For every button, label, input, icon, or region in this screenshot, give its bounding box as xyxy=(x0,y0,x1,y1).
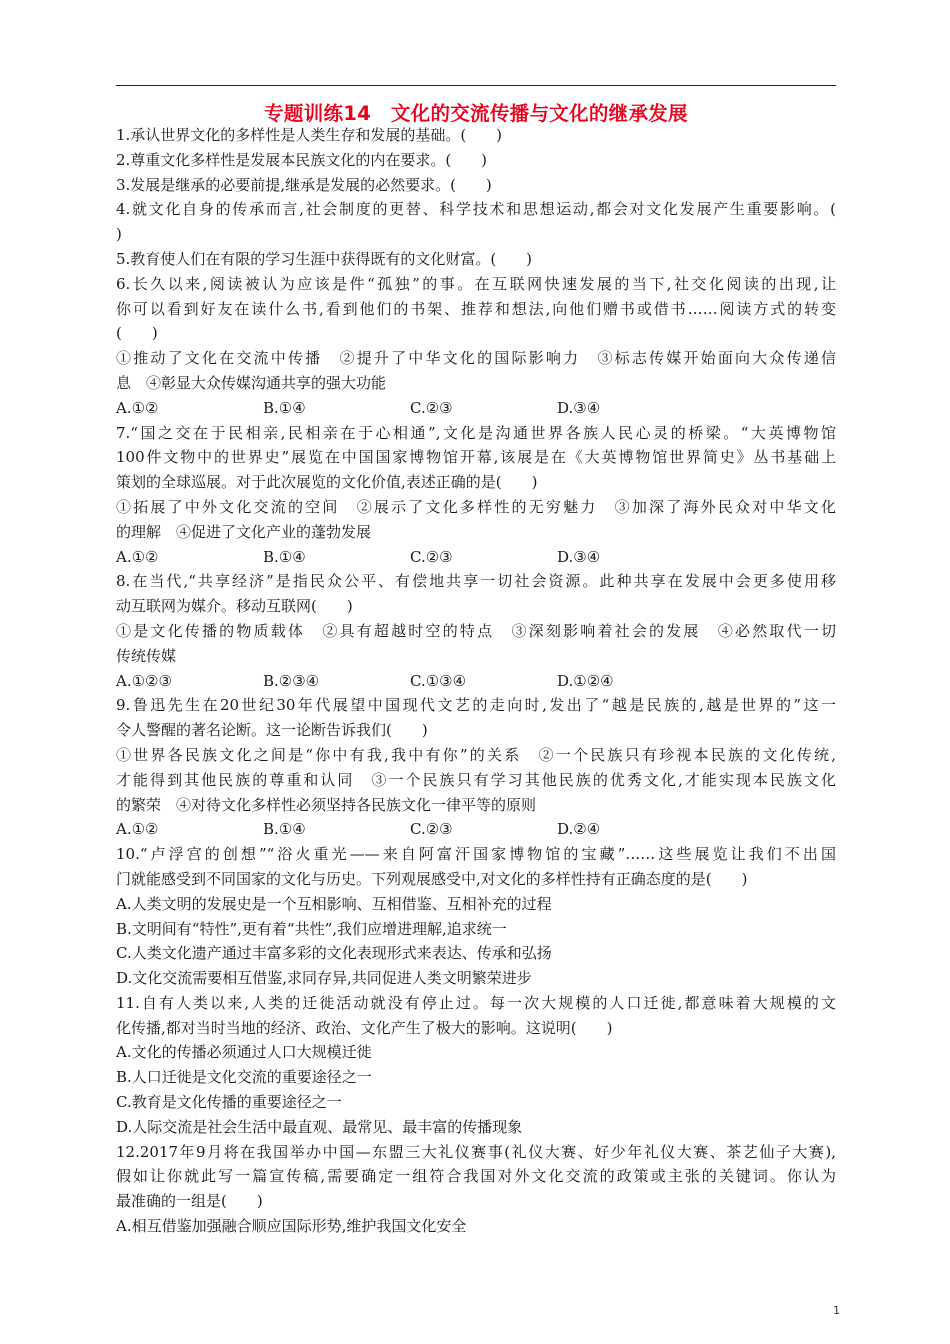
question-3: 3.发展是继承的必要前提,继承是发展的必然要求。( ) xyxy=(116,175,492,194)
question-2: 2.尊重文化多样性是发展本民族文化的内在要求。( ) xyxy=(116,150,488,169)
option-a: A.①② xyxy=(116,820,159,839)
option-d: D.②④ xyxy=(557,820,601,839)
question-8-line-2: 动互联网为媒介。移动互联网( ) xyxy=(116,597,353,616)
option-a: A.①②③ xyxy=(116,671,172,690)
question-9-line-1: 9.鲁迅先生在20世纪30年代展望中国现代文艺的走向时,发出了“越是民族的,越是世界的”这一 xyxy=(116,696,836,715)
question-8-statements-1: ①是文化传播的物质载体 ②具有超越时空的特点 ③深刻影响着社会的发展 ④必然取代一切 xyxy=(116,621,836,640)
question-5: 5.教育使人们在有限的学习生涯中获得既有的文化财富。( ) xyxy=(116,249,533,268)
question-7-options xyxy=(116,545,836,570)
question-9-statements-3: 的繁荣 ④对待文化多样性必须坚持各民族文化一律平等的原则 xyxy=(116,795,537,814)
question-10-line-2: 门就能感受到不同国家的文化与历史。下列观展感受中,对文化的多样性持有正确态度的是( ) xyxy=(116,869,748,888)
option-d: D.①②④ xyxy=(557,671,614,690)
question-6-line-2: 你可以看到好友在读什么书,看到他们的书架、推荐和想法,向他们赠书或借书……阅读方式的转变 xyxy=(116,299,836,318)
question-12-line-2: 假如让你就此写一篇宣传稿,需要确定一组符合我国对外文化交流的政策或主张的关键词。你认为 xyxy=(116,1167,836,1186)
question-6-statements-2: 息 ④彰显大众传媒沟通共享的强大功能 xyxy=(116,373,387,392)
question-11-line-1: 11.自有人类以来,人类的迁徙活动就没有停止过。每一次大规模的人口迁徙,都意味着大规模的文 xyxy=(116,993,836,1012)
question-7-statements-1: ①拓展了中外文化交流的空间 ②展示了文化多样性的无穷魅力 ③加深了海外民众对中华文化 xyxy=(116,497,836,516)
question-12-line-3: 最准确的一组是( ) xyxy=(116,1192,263,1211)
question-4-line-2: ) xyxy=(116,225,122,244)
page-number: 1 xyxy=(833,1304,840,1317)
question-4-line-1: 4.就文化自身的传承而言,社会制度的更替、科学技术和思想运动,都会对文化发展产生重要影响。( xyxy=(116,200,836,219)
question-10-option-c: C.人类文化遗产通过丰富多彩的文化表现形式来表达、传承和弘扬 xyxy=(116,944,552,963)
question-7-line-1: 7.“国之交在于民相亲,民相亲在于心相通”,文化是沟通世界各族人民心灵的桥梁。“大英博物馆 xyxy=(116,423,836,442)
question-11-option-c: C.教育是文化传播的重要途径之一 xyxy=(116,1093,342,1112)
question-8-options xyxy=(116,669,836,694)
option-d: D.③④ xyxy=(557,398,601,417)
option-b: B.①④ xyxy=(263,820,306,839)
question-11-option-a: A.文化的传播必须通过人口大规模迁徙 xyxy=(116,1043,372,1062)
question-10-option-b: B.文明间有“特性”,更有着“共性”,我们应增进理解,追求统一 xyxy=(116,919,507,938)
option-c: C.②③ xyxy=(410,547,453,566)
question-8-statements-2: 传统传媒 xyxy=(116,646,177,665)
question-12-line-1: 12.2017年9月将在我国举办中国—东盟三大礼仪赛事(礼仪大赛、好少年礼仪大赛、茶艺仙子大赛), xyxy=(116,1142,836,1161)
option-c: C.①③④ xyxy=(410,671,467,690)
question-10-option-d: D.文化交流需要相互借鉴,求同存异,共同促进人类文明繁荣进步 xyxy=(116,969,532,988)
question-6-line-1: 6.长久以来,阅读被认为应该是件“孤独”的事。在互联网快速发展的当下,社交化阅读的出现,让 xyxy=(116,274,836,293)
question-list xyxy=(116,123,836,1239)
question-9-options xyxy=(116,817,836,842)
option-a: A.①② xyxy=(116,398,159,417)
option-b: B.②③④ xyxy=(263,671,320,690)
question-1: 1.承认世界文化的多样性是人类生存和发展的基础。( ) xyxy=(116,126,503,144)
question-6-line-3: ( ) xyxy=(116,324,158,343)
question-8-line-1: 8.在当代,“共享经济”是指民众公平、有偿地共享一切社会资源。此种共享在发展中会更多使用移 xyxy=(116,572,836,591)
question-10-option-a: A.人类文明的发展史是一个互相影响、互相借鉴、互相补充的过程 xyxy=(116,894,552,913)
option-a: A.①② xyxy=(116,547,159,566)
question-7-line-2: 100件文物中的世界史”展览在中国国家博物馆开幕,该展是在《大英博物馆世界简史》丛书基础上 xyxy=(116,448,836,467)
question-9-line-2: 令人警醒的著名论断。这一论断告诉我们( ) xyxy=(116,721,428,740)
question-11-option-b: B.人口迁徙是文化交流的重要途径之一 xyxy=(116,1068,372,1087)
page-title: 专题训练14 文化的交流传播与文化的继承发展 xyxy=(264,102,688,125)
question-10-line-1: 10.“卢浮宫的创想”“浴火重光——来自阿富汗国家博物馆的宝藏”……这些展览让我们不出国 xyxy=(116,845,836,864)
question-6-options xyxy=(116,396,836,421)
option-b: B.①④ xyxy=(263,547,306,566)
option-c: C.②③ xyxy=(410,820,453,839)
question-9-statements-2: 才能得到其他民族的尊重和认同 ③一个民族只有学习其他民族的优秀文化,才能实现本民族文化 xyxy=(116,770,836,789)
question-11-line-2: 化传播,都对当时当地的经济、政治、文化产生了极大的影响。这说明( ) xyxy=(116,1018,613,1037)
option-d: D.③④ xyxy=(557,547,601,566)
question-7-statements-2: 的理解 ④促进了文化产业的蓬勃发展 xyxy=(116,522,372,541)
question-9-statements-1: ①世界各民族文化之间是“你中有我,我中有你”的关系 ②一个民族只有珍视本民族的文化传统, xyxy=(116,745,836,764)
option-c: C.②③ xyxy=(410,398,453,417)
option-b: B.①④ xyxy=(263,398,306,417)
question-12-option-a: A.相互借鉴加强融合顺应国际形势,维护我国文化安全 xyxy=(116,1217,467,1236)
question-7-line-3: 策划的全球巡展。对于此次展览的文化价值,表述正确的是( ) xyxy=(116,473,538,492)
question-6-statements-1: ①推动了文化在交流中传播 ②提升了中华文化的国际影响力 ③标志传媒开始面向大众传递信 xyxy=(116,349,836,368)
question-11-option-d: D.人际交流是社会生活中最直观、最常见、最丰富的传播现象 xyxy=(116,1117,523,1136)
header-rule xyxy=(116,85,836,86)
